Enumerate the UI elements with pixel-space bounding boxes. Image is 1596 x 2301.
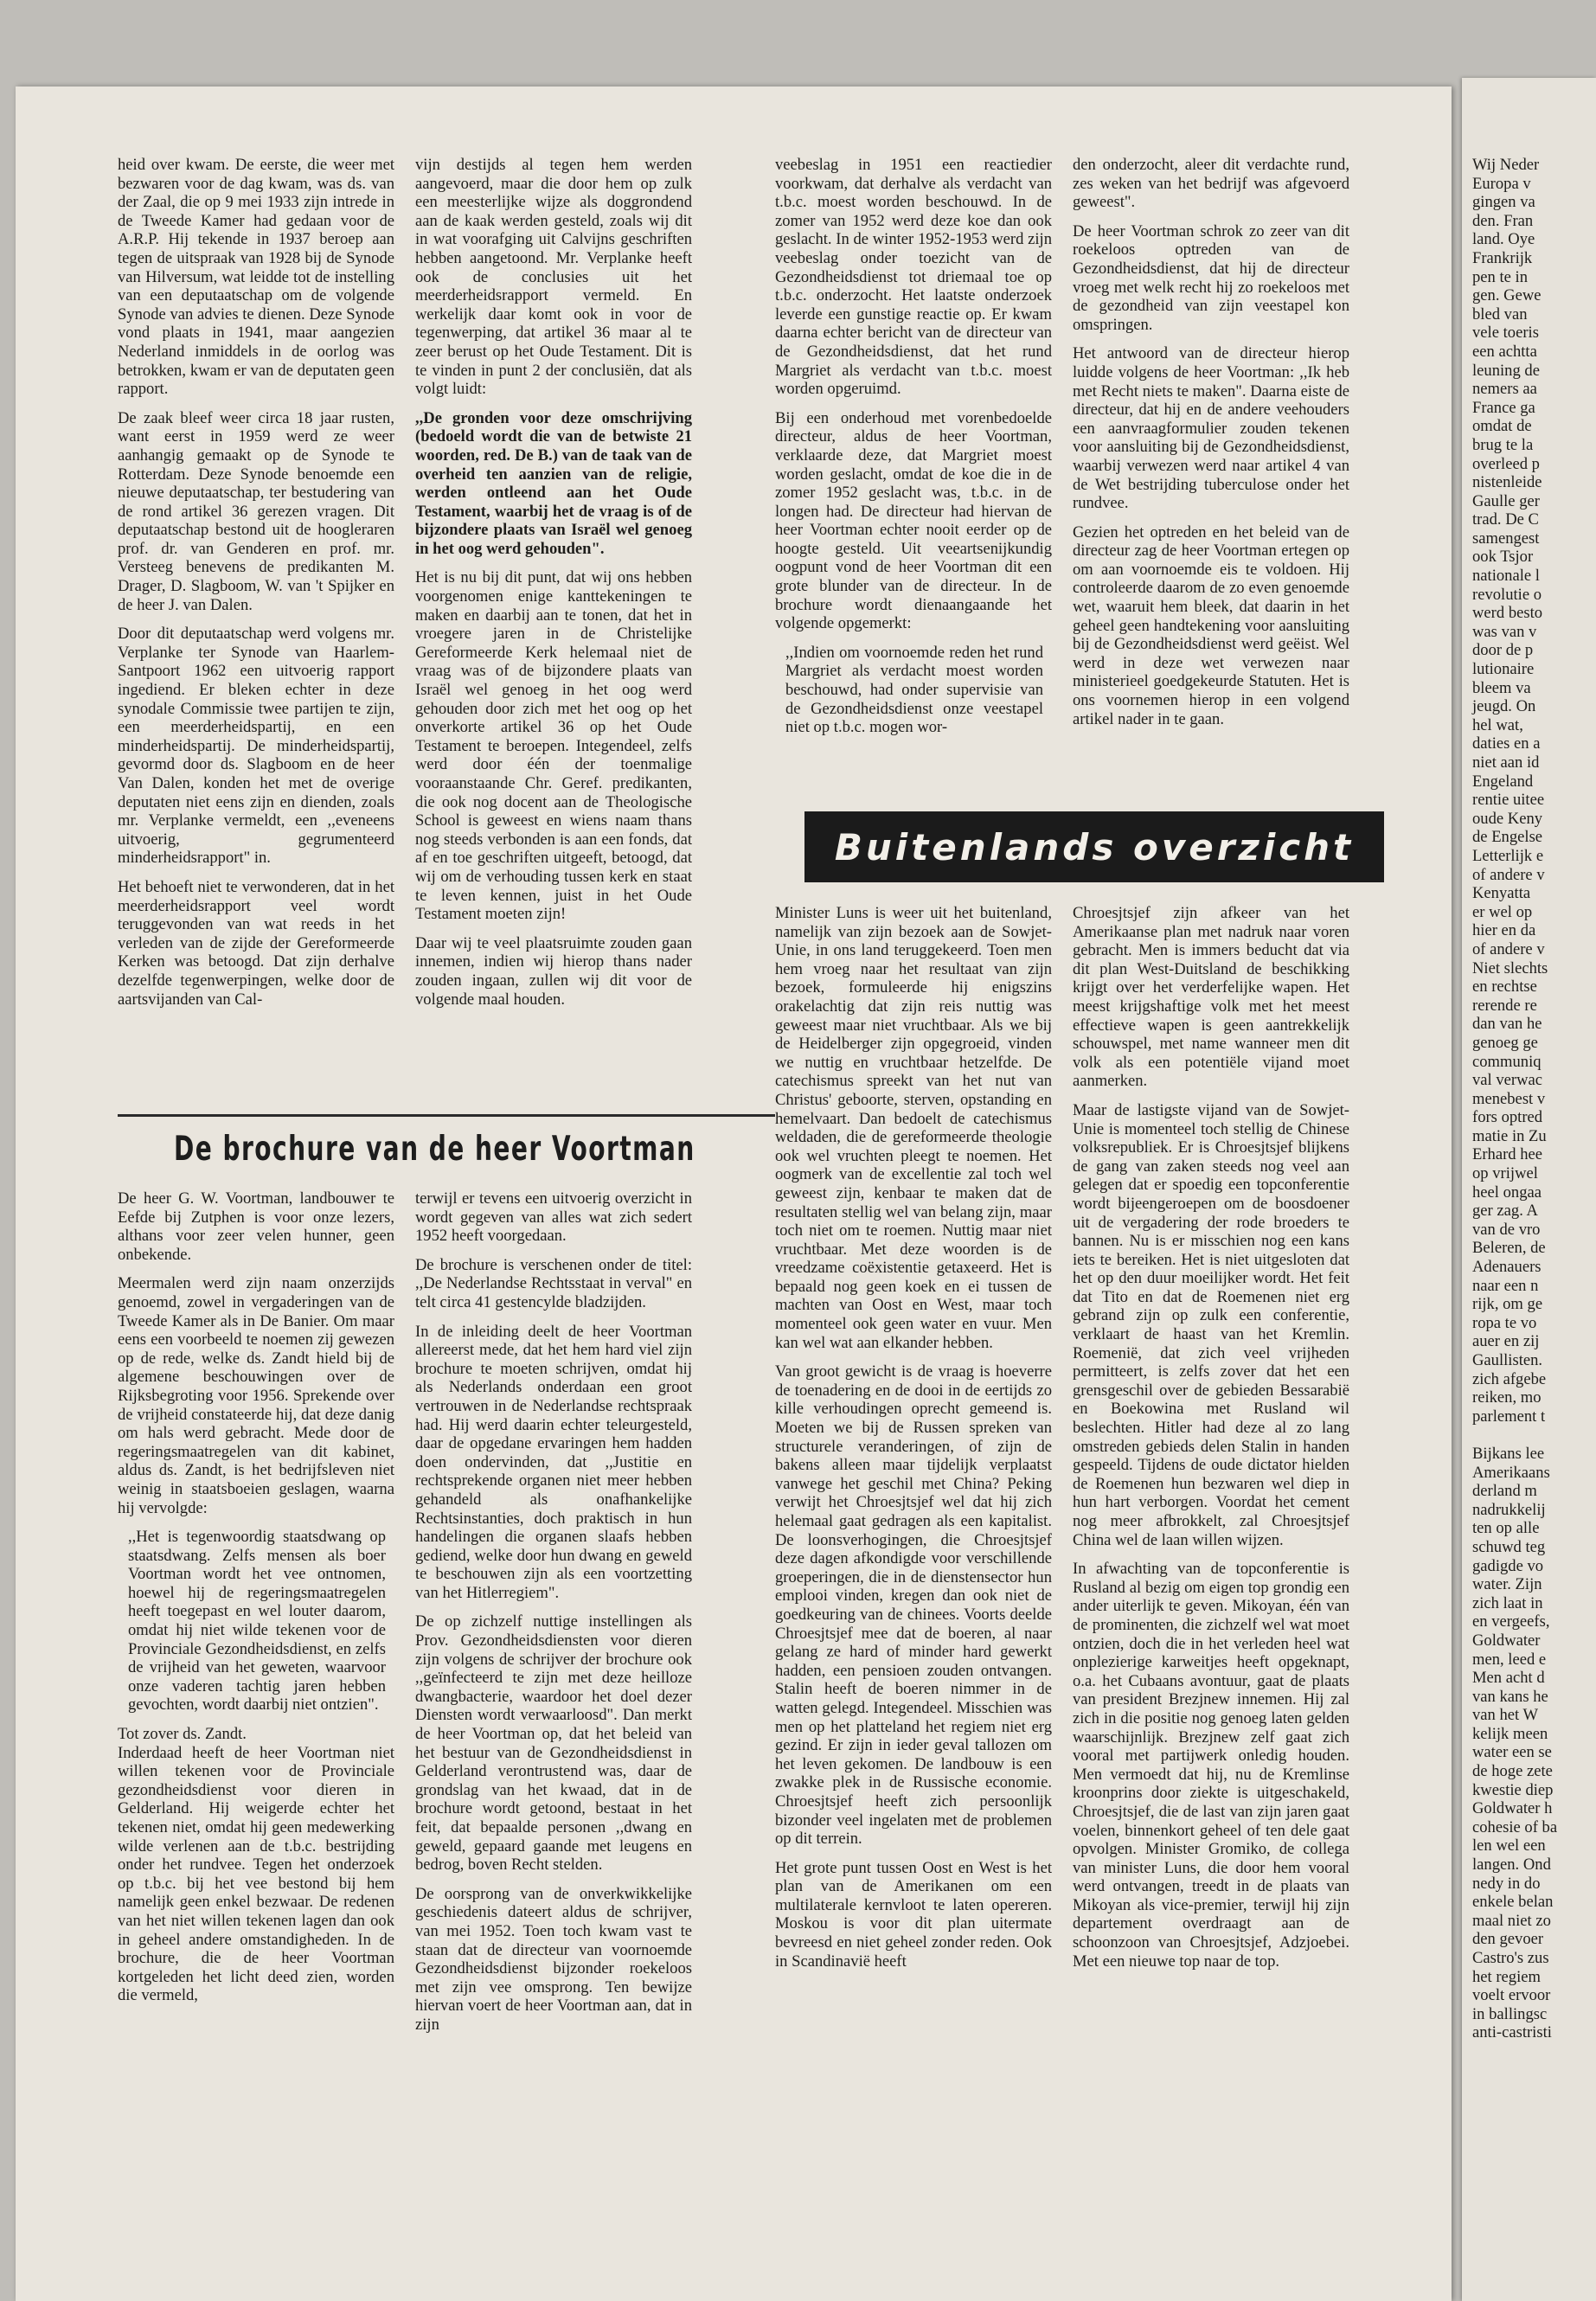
next-page-line: kwestie diep	[1472, 1780, 1554, 1799]
next-page-line: of andere v	[1472, 939, 1545, 958]
next-page-line: revolutie o	[1472, 585, 1542, 604]
col5-paragraph: Meermalen werd zijn naam onzerzijds genoemd, zowel in vergaderingen van de Tweede Kamer als in De Banier. Om maar eens een voorbeeld te noemen zij gewezen op de rede, welke ds. Zandt hield bij de algemene beschouwingen over de Rijksbegroting voor 1956. Sprekende over de vrijheid constateerde hij, dat deze danig om hals werd gebracht. Mede door de regeringsmaatregelen van dit kabinet, aldus ds. Zandt, is het bedrijfsleven niet weinig in staatsboeien geslagen, waarna hij vervolgde:	[118, 1274, 394, 1517]
next-page-line: Niet slechts	[1472, 958, 1548, 977]
next-page-line: communiq	[1472, 1052, 1542, 1071]
next-page-line: ropa te vo	[1472, 1313, 1537, 1332]
col8-paragraph: Chroesjtsjef zijn afkeer van het Amerikaanse plan met nadruk naar voren gebracht. Men is immers beducht dat via dit plan West-Duitsland de beschikking krijgt over het verderfelijke wapen. Het meest krijgshaftige volk met het meest effectieve wapen is geen aantrekkelijk schouwspel, met name wanneer men dit volk als een potentiële vijand moet aanmerken.	[1073, 904, 1349, 1091]
next-page-line: van het W	[1472, 1706, 1539, 1725]
col3-quote: ,,Indien om voornoemde reden het rund Margriet als verdacht moest worden beschouwd, had onder supervisie van de Gezondheidsdienst onze veestapel niet op t.b.c. mogen wor-	[785, 643, 1043, 737]
column-8	[1073, 904, 1349, 1981]
col6-paragraph: terwijl er tevens een uitvoerig overzicht in wordt gegeven van alles wat zich sedert 1952 heeft voorgedaan.	[415, 1189, 692, 1246]
next-page-column	[1472, 156, 1596, 2042]
column-3	[775, 156, 1052, 747]
next-page-line: Gaullisten.	[1472, 1351, 1543, 1369]
headline-voortman: De brochure van de heer Voortman	[174, 1130, 695, 1169]
col3-paragraph: veebeslag in 1951 een reactiedier voorkwam, dat derhalve als verdacht van t.b.c. moest worden beschouwd. In de zomer van 1952 werd deze koe dan ook geslacht. In de winter 1952-1953 werd zijn veebeslag onder toezicht van de Gezondheidsdienst tot driemaal toe op t.b.c. onderzocht. Het laatste onderzoek leverde een gunstige reactie op. Er kwam daarna echter bericht van de directeur van de Gezondheidsdienst, dat het rund Margriet als verdacht van t.b.c. moest worden opgeruimd.	[775, 156, 1052, 399]
column-5	[118, 1189, 394, 2016]
next-page-line: daties en a	[1472, 734, 1541, 753]
next-page-line: gadigde vo	[1472, 1556, 1544, 1575]
next-page-line: Goldwater h	[1472, 1799, 1553, 1818]
next-page-line: de Engelse	[1472, 828, 1543, 847]
next-page-line: Amerikaans	[1472, 1463, 1550, 1482]
next-page-line: men, leed e	[1472, 1650, 1547, 1669]
next-page-line: den gevoer	[1472, 1930, 1544, 1949]
next-page-line: rentie uitee	[1472, 791, 1545, 810]
next-page-line: len wel een	[1472, 1836, 1546, 1856]
next-page-line: zich afgebe	[1472, 1369, 1547, 1388]
next-page-line: Bijkans lee	[1472, 1444, 1545, 1463]
next-page-line: nemers aa	[1472, 380, 1537, 399]
next-page-line: nadrukkelij	[1472, 1500, 1546, 1519]
next-page-line: Erhard hee	[1472, 1145, 1543, 1164]
next-page-line: jeugd. On	[1472, 697, 1536, 716]
next-page-line: fors optred	[1472, 1108, 1543, 1127]
col2-paragraph: Daar wij te veel plaatsruimte zouden gaan innemen, indien wij hierop thans nader zouden ingaan, zullen wij dit voor de volgende maal houden.	[415, 933, 692, 1009]
next-page-line: door de p	[1472, 641, 1534, 660]
next-page-line: er wel op	[1472, 902, 1533, 921]
next-page-line: matie in Zu	[1472, 1126, 1547, 1145]
column-6	[415, 1189, 692, 2045]
column-7	[775, 904, 1052, 1981]
next-page-line: Engeland	[1472, 772, 1534, 791]
banner-buitenlands-overzicht: Buitenlands overzicht	[804, 811, 1384, 882]
next-page-line: hier en da	[1472, 921, 1536, 940]
next-page-line: rijk, om ge	[1472, 1295, 1543, 1314]
next-page-line: nedy in do	[1472, 1874, 1541, 1893]
next-page-line: van kans he	[1472, 1687, 1548, 1706]
next-page-line: ook Tsjor	[1472, 548, 1534, 567]
next-page-line: nationale l	[1472, 567, 1540, 586]
col6-paragraph: In de inleiding deelt de heer Voortman allereerst mede, dat het hem hard viel zijn brochure te moeten schrijven, omdat hij als Nederlands onderdaan een groot vertrouwen in de Nederlandse rechtspraak had. Hij werd daarin echter teleurgesteld, daar de opgedane ervaringen hem hadden doen ondervinden, dat ,,Justitie en rechtsprekende organen niet meer hebben gehandeld als onafhankelijke Rechtsinstanties, doch praktisch in hun handelingen die organen slaafs hebben gediend, welke door hun dwang en geweld te beschouwen zijn als een voortzetting van het Hitlerregiem".	[415, 1322, 692, 1602]
next-page-line: val verwac	[1472, 1071, 1543, 1090]
next-page-line: en rechtse	[1472, 977, 1537, 997]
next-page-line: genoeg ge	[1472, 1033, 1538, 1052]
col8-paragraph: Maar de lastigste vijand van de Sowjet-Unie is momenteel toch stellig de Chinese volksrepubliek. Er is Chroesjtsjef blijkens de gang van zaken steeds nog veel aan gelegen dat er spoedig een topconferentie wordt bijeengeroepen om de boosdoener uit de vergadering der rode broeders te bannen. Nu is er misschien nog een kans iets te bereiken. Het is niet uitgesloten dat het op den duur moeilijker wordt. Het feit dat Tito en dat de Roemenen niet erg gebrand zijn op zulk een conferentie, verklaart de haast van het Kremlin. Roemenië, dat zich veel vrijheden permitteert, is zelfs zover dat het een grensgeschil over de gebieden Bessarabië en Boekowina met Rusland wil beslechten. Hitler had deze al zo lang omstreden gebieds delen Stalin in handen gespeeld. Tijdens de oude dictator hielden de Roemenen hun bezwaren wel diep in hun hart verborgen. Voordat het cement nog meer afbrokkelt, zal Chroesjtsjef China wel de laan willen wijzen.	[1073, 1100, 1349, 1549]
next-page-line: op vrijwel	[1472, 1164, 1538, 1183]
next-page-line: parlement t	[1472, 1407, 1546, 1426]
next-page-line: Kenyatta	[1472, 884, 1531, 903]
next-page-line: bleem va	[1472, 678, 1531, 697]
next-page-line: oude Keny	[1472, 809, 1543, 828]
col1-paragraph: heid over kwam. De eerste, die weer met bezwaren voor de dag kwam, was ds. van der Zaal, die op 9 mei 1933 zijn intrede in de Tweede Kamer had gedaan voor de A.R.P. Hij tekende in 1937 beroep aan tegen de uitspraak van 1928 bij de Synode van Hilversum, wat leidde tot de instelling van een deputaatschap om de volgende Synode van advies te dienen. Deze Synode vond plaats in 1941, maar aangezien Nederland inmiddels in de oorlog was betrokken, kwam er van de deputaten geen rapport.	[118, 156, 394, 399]
col7-paragraph: Van groot gewicht is de vraag is hoeverre de toenadering en de dooi in de eertijds zo kille verhoudingen oprecht gemeend is. Moeten we bij de Russen spreken van structurele veranderingen, of zijn de bakens alleen maar tijdelijk verplaatst vanwege het geschil met China? Peking verwijt het Chroesjtsjef wel dat hij zich helemaal gaat gedragen als een kapitalist. De loonsverhogingen, die Chroesjtsjef deze dagen afkondigde voor verschillende groeperingen, die in de dienstensector hun emplooi vinden, kregen dan ook niet de goedkeuring van de chinees. Voorts deelde Chroesjtsjef mee dat de boeren, al naar gelang ze hard of minder hard gewerkt hadden, een pensioen zouden ontvangen. Stalin heeft de boeren nimmer in de watten gelegd. Integendeel. Misschien was men op het platteland het regiem niet erg gezind. Er zijn in ieder geval tallozen om het leven gekomen. De landbouw is een zwakke plek in de Russische economie. Chroesjtsjef heeft zich persoonlijk bizonder veel ingelaten met de problemen op dit terrein.	[775, 1362, 1052, 1849]
next-page-line: France ga	[1472, 398, 1535, 417]
col4-paragraph: Het antwoord van de directeur hierop luidde volgens de heer Voortman: ,,Ik heb met Recht niets te maken". Daarna eiste de directeur, dat hij en de andere veehouders een aanvraagformulier zouden tekenen voor aansluiting bij de Gezondheidsdienst, waarbij verwezen werd naar artikel 4 van de Wet bestrijding tuberculose onder het rundvee.	[1073, 344, 1349, 513]
section-divider	[118, 1114, 775, 1117]
next-page-line: schuwd teg	[1472, 1537, 1546, 1556]
next-page-line: land. Oye	[1472, 230, 1535, 249]
col6-paragraph: De op zichzelf nuttige instellingen als Prov. Gezondheidsdiensten voor dieren zijn volgens de schrijver der brochure ook ,,geïnfecteerd te zijn met deze heilloze dwangbacterie, waardoor het doel dezer Diensten wordt verwaarloosd". Dan merkt de heer Voortman op, dat het beleid van het bestuur van de Gezondheidsdienst in Gelderland verontrustend was, daar de grondslag van het kwaad, dat in de brochure wordt getoond, bestaat in het feit, dat bepaalde personen ,,dwang en geweld, gepaard gaande met leugens en bedrog, boven Recht stelden.	[415, 1612, 692, 1875]
column-4	[1073, 156, 1349, 739]
next-page-line: rerende re	[1472, 996, 1537, 1015]
newspaper-page	[16, 87, 1452, 2301]
next-page-line: gingen va	[1472, 193, 1535, 212]
next-page-line: niet aan id	[1472, 753, 1540, 772]
next-page-line: overleed p	[1472, 454, 1540, 473]
column-1	[118, 156, 394, 1019]
next-page-line: was van v	[1472, 622, 1537, 641]
column-2	[415, 156, 692, 1019]
next-page-line: in ballingsc	[1472, 2004, 1548, 2023]
next-page-line: reiken, mo	[1472, 1388, 1542, 1407]
col7-paragraph: Het grote punt tussen Oost en West is het plan van de Amerikanen om een multilaterale kernvloot te laten opereren. Moskou is voor dit plan uitermate bevreesd en niet geheel zonder reden. Ook in Scandinavië heeft	[775, 1858, 1052, 1971]
next-page-line: naar een n	[1472, 1276, 1539, 1295]
next-page-line: hel wat,	[1472, 715, 1523, 734]
next-page-line: Goldwater	[1472, 1631, 1541, 1650]
next-page-line: Castro's zus	[1472, 1949, 1549, 1967]
next-page-line: maal niet zo	[1472, 1911, 1551, 1930]
col8-paragraph: In afwachting van de topconferentie is Rusland al bezig om eigen top grondig een ander uiterlijk te geven. Mikoyan, één van de prominenten, die zichzelf wel wat moet ontzien, doch die in het verleden heel wat onplezierige karweitjes heeft opgeknapt, o.a. het Cubaans avontuur, gaat de plaats van president Brezjnew innemen. Hij zal zich in die positie nog genoeg laten gelden waarschijnlijk. Brezjnew zelf gaat zich vooral met partijwerk onledig houden. Men vermoedt dat hij, nu de Kremlinse kroonprins door ziekte is uitgeschakeld, Chroesjtsjef, die de last van zijn jaren gaat voelen, binnenkort geheel of ten dele gaat opvolgen. Minister Gromiko, de collega van minister Luns, die door hem vooral werd ontvangen, treedt in de plaats van Mikoyan als vice-premier, terwijl hij zijn departement overdraagt aan de schoonzoon van Chroesjtsjef, Adzjoebei. Met een nieuwe top naar de top.	[1073, 1560, 1349, 1971]
next-page-line: en vergeefs,	[1472, 1612, 1550, 1631]
next-page-line: auer en zij	[1472, 1332, 1540, 1351]
next-page-line: lutionaire	[1472, 660, 1535, 679]
next-page-line: anti-castristi	[1472, 2023, 1552, 2042]
col4-paragraph: Gezien het optreden en het beleid van de directeur zag de heer Voortman ertegen op om aan voornoemde eis te voldoen. Hij controleerde daarom de zo even genoemde wet, waaruit hem bleek, dat daarin in het geheel geen handtekening voor aansluiting bij de Gezondheidsdienst werd geëist. Wel werd in deze wet verwezen naar ministerieel goedgekeurde Statuten. Het is ons voornemen hierop in een volgend artikel nader in te gaan.	[1073, 522, 1349, 728]
next-page-line: pen te in	[1472, 267, 1529, 286]
col2-paragraph: vijn destijds al tegen hem werden aangevoerd, maar die door hem op zulk een meesterlijke wijze als doggrondend aan de kaak werden gesteld, zoals wij dit in wat voorafging uit Calvijns geschriften hebben aangetoond. Mr. Verplanke heeft ook de conclusies uit het meerderheidsrapport vermeld. En werkelijk daar komt ook in voor de tegenwerping, dat artikel 36 maar al te zeer berust op het Oude Testament. Dit is te vinden in punt 2 der conclusiën, dat als volgt luidt:	[415, 156, 692, 399]
next-page-line: de hoge zete	[1472, 1762, 1553, 1781]
col2-quote: ,,De gronden voor deze omschrijving (bedoeld wordt die van de betwiste 21 woorden, red. De B.) van de taak van de overheid ten aanzien van de religie, werden ontleend aan het Oude Testament, waarbij het de vraag is of de bijzondere plaats van Israël wel genoeg in het oog werd gehouden".	[415, 408, 692, 558]
next-page-line: cohesie of ba	[1472, 1817, 1558, 1836]
next-page-line: Gaulle ger	[1472, 491, 1540, 510]
next-page-line: water een se	[1472, 1743, 1552, 1762]
next-page-line: brug te la	[1472, 435, 1534, 454]
next-page-line: vele toeris	[1472, 324, 1539, 343]
next-page-line	[1472, 1426, 1596, 1445]
next-page-line: van de vro	[1472, 1220, 1541, 1239]
next-page-edge	[1462, 78, 1596, 2301]
next-page-line: derland m	[1472, 1482, 1537, 1501]
next-page-line: het regiem	[1472, 1967, 1541, 1986]
next-page-line: Europa v	[1472, 174, 1531, 193]
next-page-line: of andere v	[1472, 865, 1545, 884]
next-page-line: ger zag. A	[1472, 1202, 1538, 1221]
next-page-line: Letterlijk e	[1472, 846, 1544, 865]
next-page-line: bled van	[1472, 304, 1528, 324]
col1-paragraph: De zaak bleef weer circa 18 jaar rusten, want eerst in 1959 werd ze weer aanhangig gemaakt op de Synode te Rotterdam. Deze Synode benoemde een nieuwe deputaatschap, ter bestudering van de rond artikel 36 gerezen vragen. Dit deputaatschap bestond uit de hoogleraren prof. dr. van Genderen en prof. mr. Versteeg benevens de predikanten M. Drager, D. Slagboom, W. van 't Spijker en de heer J. van Dalen.	[118, 408, 394, 614]
col5-paragraph: Inderdaad heeft de heer Voortman niet willen tekenen voor de Provinciale gezondheidsdienst voor dieren in Gelderland. Hij weigerde echter het tekenen niet, omdat hij geen medewerking wilde verlenen aan de t.b.c. bestrijding onder het rundvee. Tegen het onderzoek op t.b.c. bij het vee bestond bij hem namelijk geen enkel bezwaar. De redenen van het niet willen tekenen lagen dan ook in geheel andere omstandigheden. In de brochure, die de heer Voortman kortgeleden het licht deed zien, worden die vermeld,	[118, 1743, 394, 2005]
next-page-line: nistenleide	[1472, 473, 1542, 492]
next-page-line: gen. Gewe	[1472, 286, 1542, 305]
next-page-line: kelijk meen	[1472, 1724, 1548, 1743]
col4-paragraph: De heer Voortman schrok zo zeer van dit roekeloos optreden van de Gezondheidsdienst, dat hij de directeur vroeg met welk recht hij zo roekeloos met de gezondheid van zijn veestapel kon omspringen.	[1073, 221, 1349, 334]
col5-quote: ,,Het is tegenwoordig staatsdwang op staatsdwang. Zelfs mensen als boer Voortman wordt het vee ontnomen, hoewel hij de regeringsmaatregelen heeft toegepast en wel louter daarom, omdat hij niet wilde tekenen voor de Provinciale Gezondheidsdienst, en zelfs de vrijheid van het geweten, waarvoor onze vaderen tachtig jaren hebben gevochten, wordt daarbij niet ontzien".	[128, 1528, 386, 1715]
next-page-line: samengest	[1472, 529, 1540, 548]
col6-paragraph: De brochure is verschenen onder de titel: ,,De Nederlandse Rechtsstaat in verval" en telt circa 41 gestencylde bladzijden.	[415, 1255, 692, 1311]
next-page-line: zich laat in	[1472, 1593, 1543, 1612]
col7-paragraph: Minister Luns is weer uit het buitenland, namelijk van zijn bezoek aan de Sowjet-Unie, in ons land teruggekeerd. Toen men hem vroeg naar het resultaat van zijn bezoek, formuleerde hij enigszins orakelachtig dat zijn reis nuttig was geweest maar niet vruchtbaar. Als we bij de Heidelberger zijn opgegroeid, vinden we nuttig en vruchtbaar hetzelfde. De catechismus spreekt van het nut van Christus' geboorte, sterven, opstanding en hemelvaart. Dan bedoelt de catechismus weldaden, die de gereformeerde theologie ook wel vruchten pleegt te noemen. Het oogmerk van de excellentie zal toch wel geweest zijn, kenbaar te maken dat de resultaten stellig wel van belang zijn, maar toch niet om te roemen. Nuttig maar niet vruchtbaar. Met deze woorden is de vreedzame coëxistentie getaxeerd. Het is bepaald nog geen koek en ei tussen de machten van Oost en West, maar toch momenteel ook geen water en vuur. Men kan wel wat aan elkander hebben.	[775, 904, 1052, 1352]
next-page-line: trad. De C	[1472, 510, 1539, 529]
next-page-line: Beleren, de	[1472, 1239, 1546, 1258]
next-page-line: water. Zijn	[1472, 1575, 1542, 1594]
next-page-line: voelt ervoor	[1472, 1986, 1551, 2005]
next-page-line: menebest v	[1472, 1089, 1546, 1108]
col3-paragraph: Bij een onderhoud met vorenbedoelde directeur, aldus de heer Voortman, verklaarde deze, dat Margriet moest worden geslacht, omdat de koe die in de zomer 1952 geslacht was, t.b.c. in de longen had. De directeur had hiervan de heer Voortman echter nooit eerder op de hoogte gesteld. Uit veeartsenijkundig oogpunt vond de heer Voortman dit een grote blunder van de directeur. In de brochure wordt dienaangaande het volgende opgemerkt:	[775, 408, 1052, 633]
col2-paragraph: Het is nu bij dit punt, dat wij ons hebben voorgenomen enige kanttekeningen te maken en daarbij aan te tonen, dat het in vroegere jaren in de Christelijke Gereformeerde Kerk helemaal niet de vraag was of de bijzondere plaats van Israël wel genoeg in het oog werd gehouden door zich met het oog op het onverkorte artikel 36 op het Oude Testament te beroepen. Integendeel, zelfs werd door één der toenmalige vooraanstaande Chr. Geref. predikanten, die ook nog docent aan de Theologische School is geweest en wiens naam thans nog steeds verbonden is aan een fonds, dat af en toe geschriften uitgeeft, betoogd, dat wij om de verhouding tussen kerk en staat te leven kennen, juist in het Oude Testament moeten zijn!	[415, 568, 692, 924]
next-page-line: heel ongaa	[1472, 1183, 1542, 1202]
next-page-line: werd besto	[1472, 604, 1543, 623]
next-page-line: een achtta	[1472, 342, 1537, 361]
next-page-line: Wij Neder	[1472, 156, 1540, 174]
col1-paragraph: Het behoeft niet te verwonderen, dat in het meerderheidsrapport veel wordt teruggevonden van wat reeds in het verleden van de zijde der Gereformeerde Kerken was betoogd. Dat zijn derhalve dezelfde tegenwerpingen, welke door de aartsvijanden van Cal-	[118, 877, 394, 1009]
col6-paragraph: De oorsprong van de onverkwikkelijke geschiedenis dateert aldus de schrijver, van mei 1952. Toen toch kwam vast te staan dat de directeur van voornoemde Gezondheidsdienst bijzonder roekeloos met zijn vee omsprong. Ten bewijze hiervan voert de heer Voortman aan, dat in zijn	[415, 1884, 692, 2034]
next-page-line: enkele belan	[1472, 1893, 1554, 1912]
next-page-line: langen. Ond	[1472, 1856, 1551, 1875]
next-page-line: dan van he	[1472, 1015, 1542, 1034]
col1-paragraph: Door dit deputaatschap werd volgens mr. Verplanke ter Synode van Haarlem-Santpoort 1962 een uitvoerig rapport ingediend. Er bleken echter in deze synodale Commissie twee partijen te zijn, een meerderheidspartij, en een minderheidspartij. De minderheidspartij, gevormd door ds. Slagboom en de heer Van Dalen, konden het met de overige deputaten niet eens zijn en dienden, zoals mr. Verplanke vermeldt, een ,,eveneens uitvoerig, gegrumenteerd minderheidsrapport" in.	[118, 625, 394, 868]
next-page-line: Frankrijk	[1472, 248, 1533, 267]
next-page-line: den. Fran	[1472, 211, 1534, 230]
next-page-line: Men acht d	[1472, 1669, 1545, 1688]
col5-paragraph: De heer G. W. Voortman, landbouwer te Eefde bij Zutphen is voor onze lezers, althans voor zeer velen hunner, geen onbekende.	[118, 1189, 394, 1264]
next-page-line: ten op alle	[1472, 1519, 1540, 1538]
next-page-line: omdat de	[1472, 417, 1532, 436]
next-page-line: leuning de	[1472, 361, 1540, 380]
col4-paragraph: den onderzocht, aleer dit verdachte rund, zes weken van het bedrijf was afgevoerd geweest".	[1073, 156, 1349, 212]
next-page-line: Adenauers	[1472, 1258, 1542, 1277]
col5-paragraph: Tot zover ds. Zandt.	[118, 1725, 247, 1744]
